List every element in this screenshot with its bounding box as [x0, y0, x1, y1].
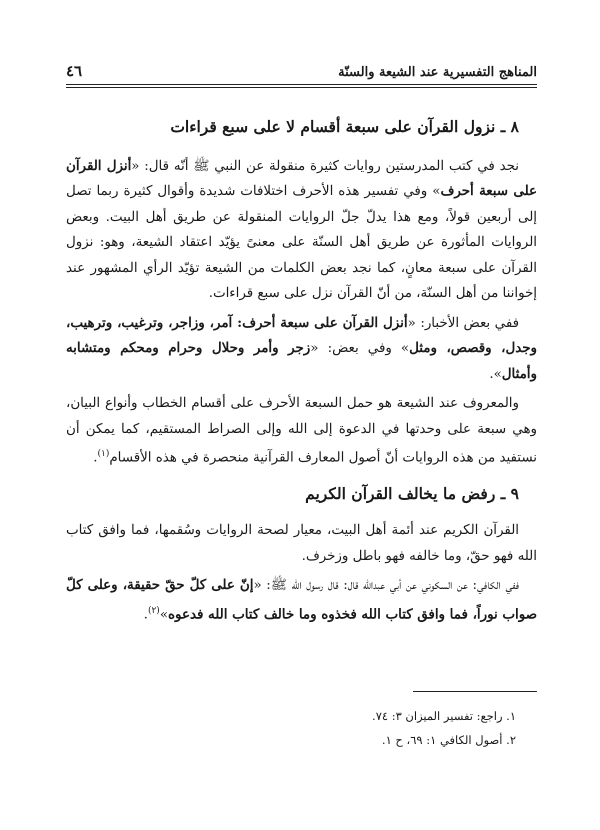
paragraph — [66, 391, 537, 471]
text-run: ففي بعض الأخبار: « — [407, 315, 519, 331]
footnote-rule — [413, 691, 537, 692]
text-run: » وفي تفسير هذه الأحرف اختلافات شديدة وأقوال كثيرة ربما تصل إلى أربعين قولاً، ومع هذا يدلّ جلّ الروايات المنقولة عن طريق أهل البيت. وبعض الروايات المأثورة عن طريق أهل السنّة على معنىً يؤيّد اعتقاد الشيعة، وهو: نزول القرآن على سبعة معانٍ، كما نجد بعض الكلمات من الشيعة تؤيّد الرأي المشهور عند إخواننا من أهل السنّة، من أنّ القرآن نزل على سبع قراءات. — [66, 184, 537, 301]
text-run: نجد في كتب المدرستين روايات كثيرة منقولة عن النبي ﷺ أنّه قال: « — [131, 158, 519, 174]
footnote-item: ٢. أصول الكافي ١: ٦٩، ح ١. — [381, 733, 516, 747]
paragraph — [66, 518, 537, 569]
text-run: » — [159, 607, 169, 623]
text-run: القرآن الكريم عند أئمة أهل البيت، معيار لصحة الروايات وسُقمها، فما وافق كتاب الله فهو حقّ، وما خالفه فهو باطل وزخرف. — [66, 523, 537, 564]
footnote-item: ١. راجع: تفسير الميزان ٣: ٧٤. — [372, 709, 516, 723]
text-run: . — [143, 607, 148, 623]
footnote-ref[interactable]: (١) — [97, 449, 110, 459]
hadith-quote: إنّ على كلّ حقّ حقيقة، وعلى كلّ صواب نوراً، فما وافق كتاب الله فخذوه وما خالف كتاب الله فدعوه — [66, 577, 537, 623]
paragraph — [66, 311, 537, 388]
text-run: » وفي بعض: « — [310, 341, 410, 356]
section-heading-9: ٩ ـ رفض ما يخالف القرآن الكريم — [305, 483, 519, 503]
hadith-quote: أنزل القرآن على سبعة أحرف: آمر، وزاجر، وترغيب، وترهيب، وجدل، وقصص، ومثل — [66, 314, 537, 356]
footnotes — [66, 704, 516, 752]
page-number: ٤٦ — [66, 62, 83, 80]
section-heading-8: ٨ ـ نزول القرآن على سبعة أقسام لا على سبع قراءات — [170, 117, 519, 136]
text-run: ». — [489, 366, 502, 382]
text-run: . — [93, 450, 98, 466]
paragraph — [66, 573, 537, 627]
hadith-quote: أنزل القرآن على سبعة أحرف — [66, 157, 537, 199]
main-text — [66, 110, 537, 632]
header-rule — [66, 84, 537, 88]
running-header — [66, 56, 537, 80]
footnote-ref[interactable]: (٢) — [147, 605, 160, 616]
running-header-title: المناهج التفسيرية عند الشيعة والسنّة — [338, 65, 537, 80]
text-run: والمعروف عند الشيعة هو حمل السبعة الأحرف على أقسام الخطاب وأنواع البيان، وهي سبعة على وحدتها في الدعوة إلى الله وإلى الصراط المستقيم، كما يمكن أن نستفيد من هذه الروايات أنّ أصول المعارف القرآنية منحصرة في هذه الأقسام — [66, 396, 537, 466]
hadith-quote: زجر وأمر وحلال وحرام ومحكم ومتشابه وأمثال — [66, 340, 537, 382]
text-run: ففي الكافي: عن السكوني عن أبي عبدالله قال: قال رسول الله ﷺ: « — [253, 578, 519, 594]
paragraph — [66, 154, 537, 307]
